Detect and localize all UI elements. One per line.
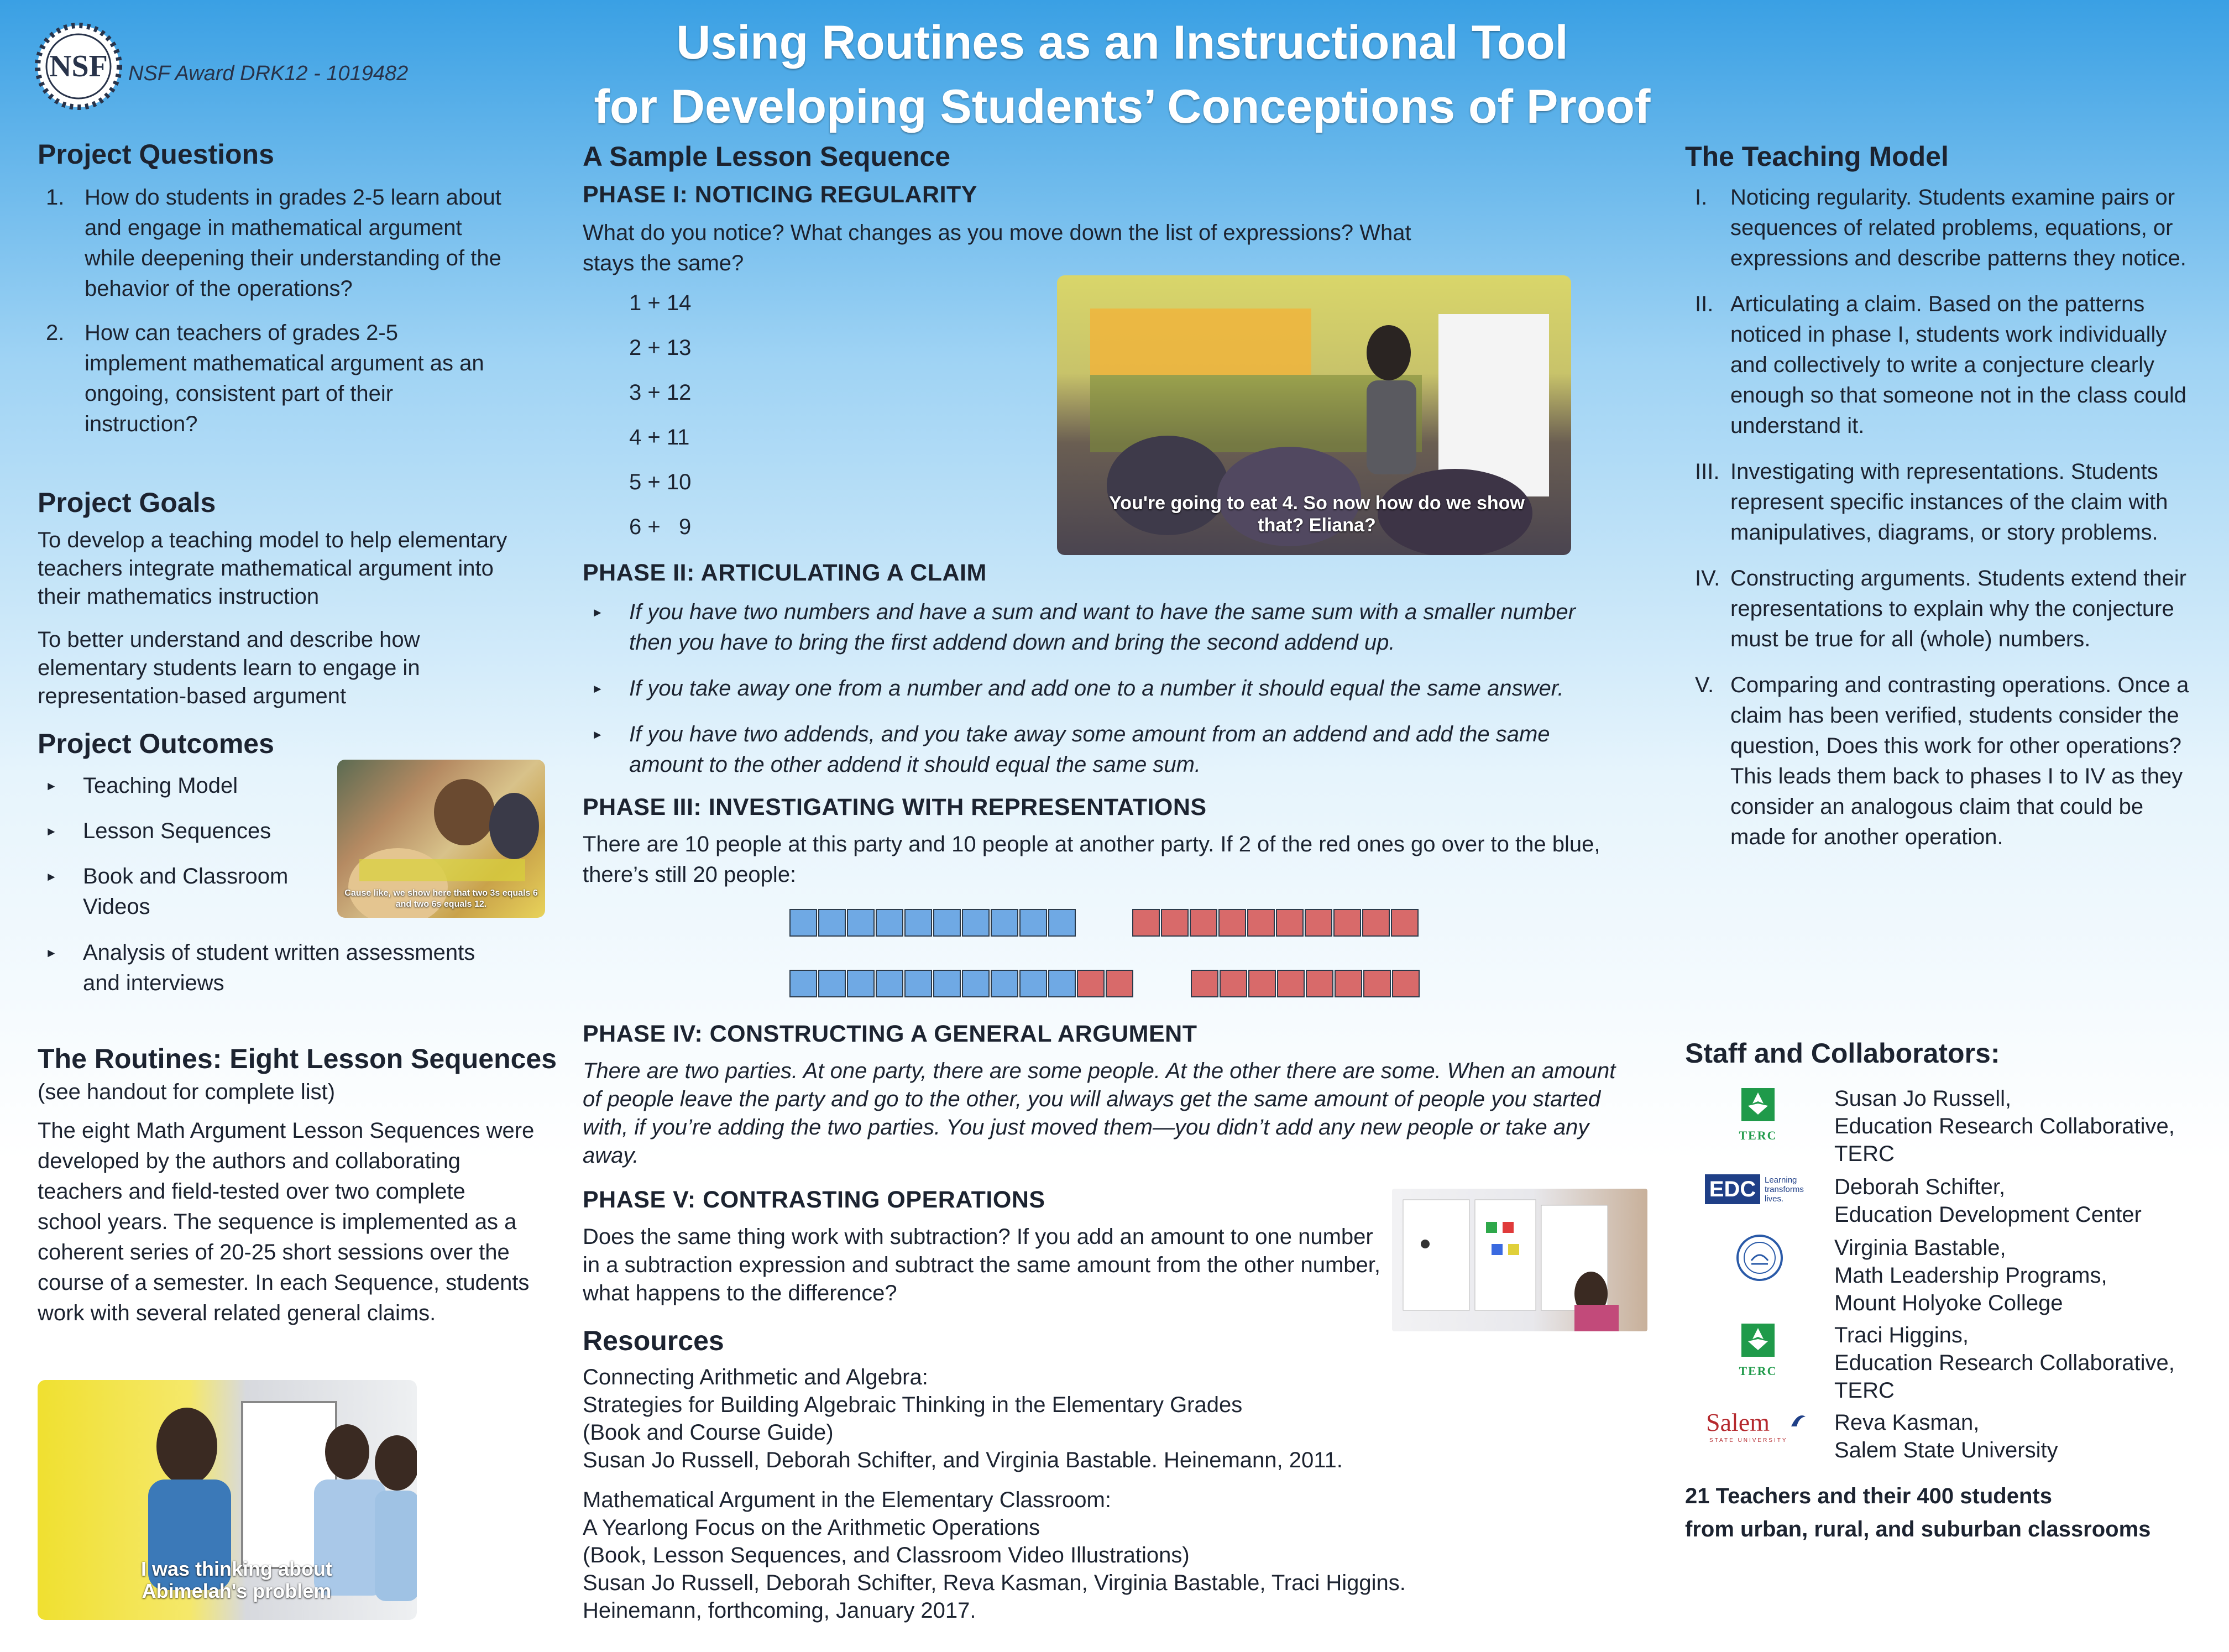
resources-heading: Resources — [583, 1325, 724, 1356]
teaching-model-heading: The Teaching Model — [1685, 141, 1949, 172]
expression-item: 4 + 11 — [629, 425, 690, 449]
project-goal-1: To develop a teaching model to help elementary teachers integrate mathematical argument into their mathematics instruction — [38, 528, 507, 609]
sample-lesson-heading: A Sample Lesson Sequence — [583, 141, 951, 172]
salem-state-logo — [1706, 1408, 1811, 1446]
phase-1-heading: PHASE I: NOTICING REGULARITY — [583, 181, 977, 208]
terc-logo-text: TERC — [1739, 1128, 1777, 1142]
staff-member-5: Reva Kasman, Salem State University — [1834, 1410, 2058, 1462]
phase-5-text: Does the same thing work with subtraction? If you add an amount to one number in a subtraction expression and subtract the same amount from the other number, what happens to the difference? — [583, 1225, 1381, 1305]
list-item: II. Articulating a claim. Based on the patterns noticed in phase I, students work individually and collectively to write a conjecture clearly enough so that someone not in the class could understand it. — [1695, 292, 2186, 438]
phase-5-heading: PHASE V: CONTRASTING OPERATIONS — [583, 1186, 1045, 1213]
blue-cube — [818, 970, 846, 997]
resource-2-kind: (Book, Lesson Sequences, and Classroom Video Illustrations) — [583, 1543, 1190, 1567]
blue-cube — [933, 970, 961, 997]
red-cube — [1132, 909, 1160, 937]
list-item: 2. How can teachers of grades 2-5 implement mathematical argument as an ongoing, consistent part of their instruction? — [46, 321, 484, 436]
red-cube — [1276, 909, 1304, 937]
blue-cube — [847, 970, 875, 997]
terc-leaf-icon — [1736, 1322, 1780, 1361]
resource-1 — [583, 1363, 1633, 1474]
red-cube — [1106, 970, 1133, 997]
list-item: I. Noticing regularity. Students examine pairs or sequences of related problems, equations, or expressions and describe patterns they notice. — [1695, 185, 2186, 270]
list-item: ► If you have two numbers and have a sum and want to have the same sum with a smaller number then you have to bring the first addend down and bring the second addend up. — [592, 600, 1576, 655]
expression-item: 2 + 13 — [629, 336, 692, 360]
outcomes-photo-caption: Cause like, we show here that two 3s equals 6 and two 6s equals 12. — [344, 888, 538, 909]
project-questions-heading: Project Questions — [38, 139, 274, 170]
expression-item: 5 + 10 — [629, 470, 692, 494]
blue-cube — [904, 909, 932, 937]
red-cube — [1277, 970, 1305, 997]
list-item: ► Book and Classroom Videos — [45, 864, 289, 919]
left-column — [38, 138, 557, 453]
phase-3-heading: PHASE III: INVESTIGATING WITH REPRESENTATIONS — [583, 794, 1207, 820]
red-cube — [1218, 909, 1246, 937]
staff-member-3: Virginia Bastable, Math Leadership Programs, Mount Holyoke College — [1834, 1236, 2107, 1315]
blue-cube — [1019, 970, 1047, 997]
nsf-logo — [34, 22, 123, 111]
poster-title-line-1: Using Routines as an Instructional Tool — [676, 16, 1568, 69]
cube-row-1-left — [789, 909, 1077, 937]
staff-heading: Staff and Collaborators: — [1685, 1038, 2000, 1069]
project-outcomes-heading: Project Outcomes — [38, 728, 274, 759]
red-cube — [1392, 970, 1420, 997]
red-cube — [1190, 909, 1217, 937]
blue-cube — [847, 909, 875, 937]
cube-row-1-right — [1132, 909, 1420, 937]
red-cube — [1077, 970, 1105, 997]
outcomes-classroom-photo — [337, 760, 545, 918]
blue-cube — [789, 909, 817, 937]
poster-title-line-2: for Developing Students’ Conceptions of Proof — [594, 80, 1651, 133]
resource-2-authors: Susan Jo Russell, Deborah Schifter, Reva Kasman, Virginia Bastable, Traci Higgins. — [583, 1571, 1406, 1595]
routines-photo-caption: I was thinking about Abimelah's problem — [140, 1557, 332, 1602]
expression-item: 6 + 9 — [629, 515, 692, 539]
project-goals-heading: Project Goals — [38, 487, 216, 518]
resource-1-title-1: Connecting Arithmetic and Algebra: — [583, 1365, 928, 1389]
blue-cube — [962, 909, 990, 937]
teachers-summary-line-2: from urban, rural, and suburban classrooms — [1685, 1517, 2151, 1541]
phase-3-text: There are 10 people at this party and 10 people at another party. If 2 of the red ones go over to the blue, there’s still 20 people: — [583, 832, 1600, 887]
resource-1-authors: Susan Jo Russell, Deborah Schifter, and Virginia Bastable. Heinemann, 2011. — [583, 1448, 1343, 1472]
list-item: IV. Constructing arguments. Students extend their representations to explain why the conjecture must be true for all (whole) numbers. — [1695, 566, 2186, 651]
red-cube — [1248, 970, 1276, 997]
blue-cube — [904, 970, 932, 997]
red-cube — [1362, 909, 1390, 937]
resource-1-title-2: Strategies for Building Algebraic Thinking in the Elementary Grades — [583, 1393, 1243, 1417]
claims-list — [592, 597, 1642, 780]
terc-logo — [1736, 1322, 1780, 1378]
resource-2-title-2: A Yearlong Focus on the Arithmetic Operations — [583, 1515, 1040, 1540]
routines-description: The eight Math Argument Lesson Sequences were developed by the authors and collaborating teachers and field-tested over two complete school years. The sequence is implemented as a coherent series of 20-25 short sessions over the course of a semester. In each Sequence, students work with several related general claims. — [38, 1118, 535, 1325]
routines-classroom-photo — [38, 1380, 417, 1620]
salem-logo-text: Salem — [1706, 1408, 1770, 1436]
list-item: ► Analysis of student written assessments and interviews — [45, 940, 475, 995]
list-item: ► Lesson Sequences — [45, 819, 271, 843]
list-item: ► If you have two addends, and you take away some amount from an addend and add the same amount to the other addend it should equal the same sum. — [592, 722, 1550, 777]
teachers-summary-line-1: 21 Teachers and their 400 students — [1685, 1484, 2052, 1508]
red-cube — [1191, 970, 1218, 997]
edc-logo — [1705, 1174, 1821, 1205]
list-item: III. Investigating with representations. Students represent specific instances of the claim with manipulatives, diagrams, or story problems. — [1695, 459, 2168, 545]
teaching-model-list — [1695, 182, 2204, 853]
phase-1-photo-caption: You're going to eat 4. So now how do we show that? Eliana? — [1109, 493, 1525, 536]
blue-cube — [1048, 970, 1076, 997]
phase-4-text: There are two parties. At one party, there are some people. At the other there are some. When an amount of people leave the party and go to the other, you will always get the same amount of people you started with, if you’re adding the two parties. You just moved them—you didn’t add any new people or take any away. — [583, 1059, 1616, 1168]
salem-swirl-icon — [1787, 1410, 1809, 1432]
terc-logo — [1736, 1087, 1780, 1142]
expression-list — [629, 291, 691, 560]
blue-cube — [991, 970, 1018, 997]
red-cube — [1161, 909, 1189, 937]
red-cube — [1333, 909, 1361, 937]
blue-cube — [1048, 909, 1076, 937]
project-goal-2: To better understand and describe how elementary students learn to engage in representation-based argument — [38, 628, 420, 708]
expression-item: 3 + 12 — [629, 380, 692, 405]
edc-logo-tagline: Learning transforms lives. — [1765, 1175, 1804, 1204]
staff-member-2: Deborah Schifter, Education Development Center — [1834, 1175, 2142, 1227]
red-cube — [1391, 909, 1419, 937]
blue-cube — [876, 970, 903, 997]
salem-logo-subtext: STATE UNIVERSITY — [1709, 1437, 1788, 1444]
terc-logo-text: TERC — [1739, 1364, 1777, 1378]
blue-cube — [962, 970, 990, 997]
list-item: ► If you take away one from a number and add one to a number it should equal the same answer. — [592, 676, 1564, 700]
cube-row-2-left — [789, 970, 1134, 997]
mount-holyoke-seal-icon — [1735, 1233, 1785, 1283]
routines-heading: The Routines: Eight Lesson Sequences — [38, 1043, 557, 1074]
red-cube — [1306, 970, 1333, 997]
list-item: 1. How do students in grades 2-5 learn about and engage in mathematical argument while deepening their understanding of the behavior of the operations? — [46, 185, 501, 301]
phase-1-prompt: What do you notice? What changes as you move down the list of expressions? What stays the same? — [583, 221, 1411, 275]
blue-cube — [818, 909, 846, 937]
red-cube — [1220, 970, 1247, 997]
cube-row-2-right — [1191, 970, 1421, 997]
red-cube — [1305, 909, 1332, 937]
red-cube — [1247, 909, 1275, 937]
routines-subheading: (see handout for complete list) — [38, 1080, 336, 1104]
phase-1-classroom-photo — [1057, 275, 1571, 555]
resource-2 — [583, 1486, 1633, 1624]
staff-member-1: Susan Jo Russell, Education Research Collaborative, TERC — [1834, 1086, 2175, 1166]
red-cube — [1363, 970, 1391, 997]
resource-1-kind: (Book and Course Guide) — [583, 1420, 834, 1445]
phase-5-classroom-photo — [1392, 1189, 1647, 1331]
phase-2-heading: PHASE II: ARTICULATING A CLAIM — [583, 560, 987, 586]
blue-cube — [876, 909, 903, 937]
nsf-logo-text: NSF — [49, 49, 108, 83]
resource-2-title-1: Mathematical Argument in the Elementary Classroom: — [583, 1488, 1111, 1512]
blue-cube — [991, 909, 1018, 937]
red-cube — [1335, 970, 1362, 997]
blue-cube — [789, 970, 817, 997]
award-number: NSF Award DRK12 - 1019482 — [128, 62, 409, 85]
list-item: ► Teaching Model — [45, 773, 238, 798]
resource-2-publisher: Heinemann, forthcoming, January 2017. — [583, 1598, 976, 1623]
edc-logo-text: EDC — [1705, 1174, 1760, 1204]
list-item: V. Comparing and contrasting operations. Once a claim has been verified, students consider the question, Does this work for other operations? This leads them back to phases I to IV as they consider an analogous claim that could be made for another operation. — [1695, 673, 2189, 849]
blue-cube — [933, 909, 961, 937]
staff-member-4: Traci Higgins, Education Research Collaborative, TERC — [1834, 1323, 2175, 1403]
phase-4-heading: PHASE IV: CONSTRUCTING A GENERAL ARGUMENT — [583, 1021, 1197, 1047]
terc-leaf-icon — [1736, 1087, 1780, 1126]
expression-item: 1 + 14 — [629, 291, 692, 315]
blue-cube — [1019, 909, 1047, 937]
project-questions-list — [38, 182, 557, 440]
